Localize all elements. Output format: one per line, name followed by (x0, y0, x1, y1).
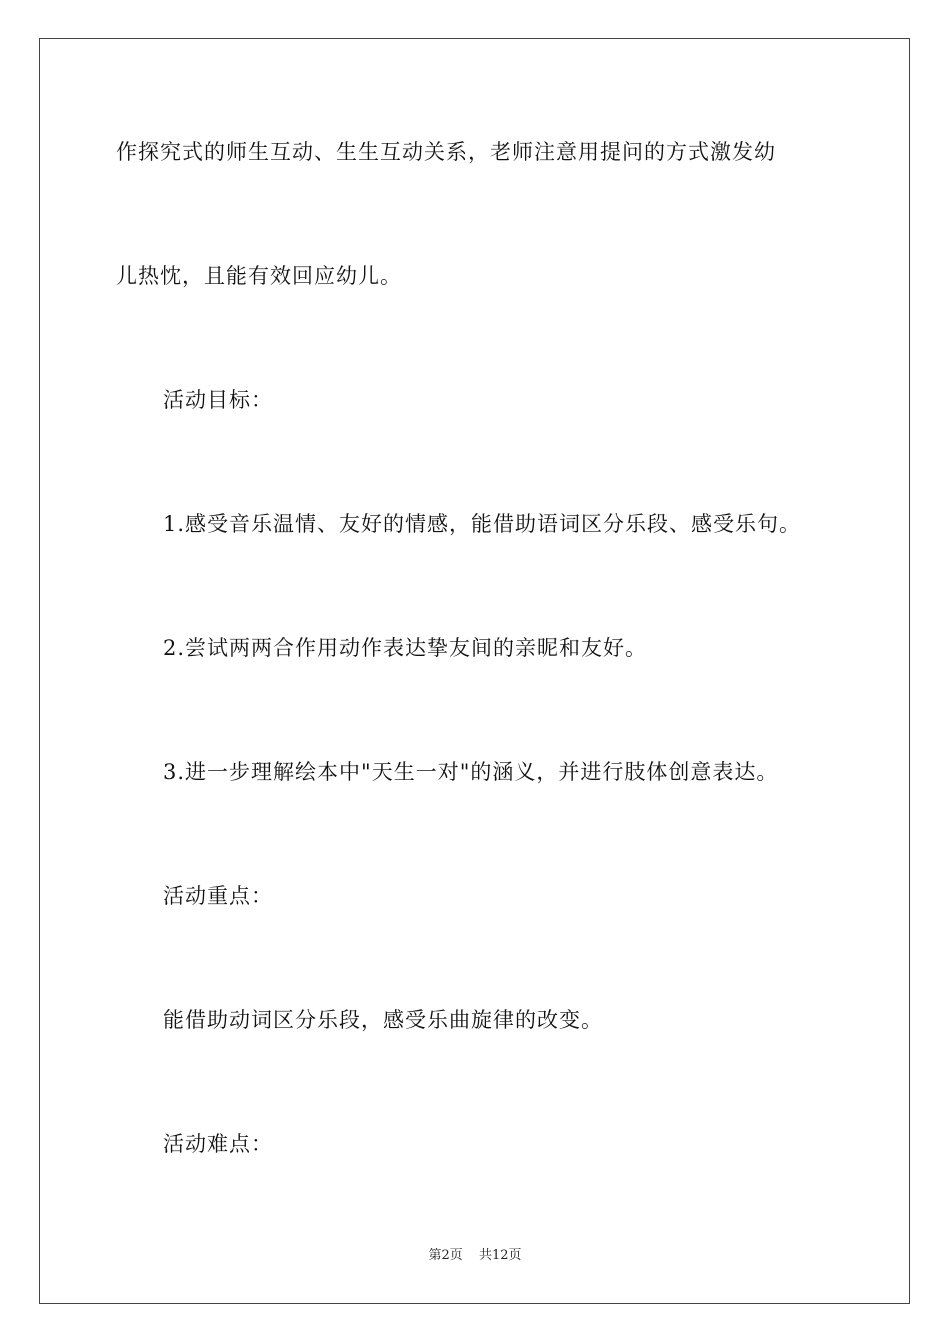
page-frame (39, 38, 910, 1304)
page-footer (0, 1247, 950, 1265)
body-text-line-2: 儿热忱，且能有效回应幼儿。 (116, 264, 402, 288)
key-point-text: 能借助动词区分乐段，感受乐曲旋律的改变。 (163, 1008, 603, 1032)
goal-item-1: 1.感受音乐温情、友好的情感，能借助语词区分乐段、感受乐句。 (163, 512, 802, 536)
body-text-line-1: 作探究式的师生互动、生生互动关系，老师注意用提问的方式激发幼 (116, 140, 776, 164)
goal-item-3: 3.进一步理解绘本中"天生一对"的涵义，并进行肢体创意表达。 (163, 760, 779, 784)
section-heading-key-points: 活动重点： (163, 884, 273, 908)
section-heading-goals: 活动目标： (163, 388, 273, 412)
total-pages: 共12页 (478, 1248, 522, 1263)
section-heading-difficulties: 活动难点： (163, 1132, 273, 1156)
goal-item-2: 2.尝试两两合作用动作表达挚友间的亲昵和友好。 (163, 636, 648, 660)
page-number: 第2页 (428, 1248, 463, 1263)
